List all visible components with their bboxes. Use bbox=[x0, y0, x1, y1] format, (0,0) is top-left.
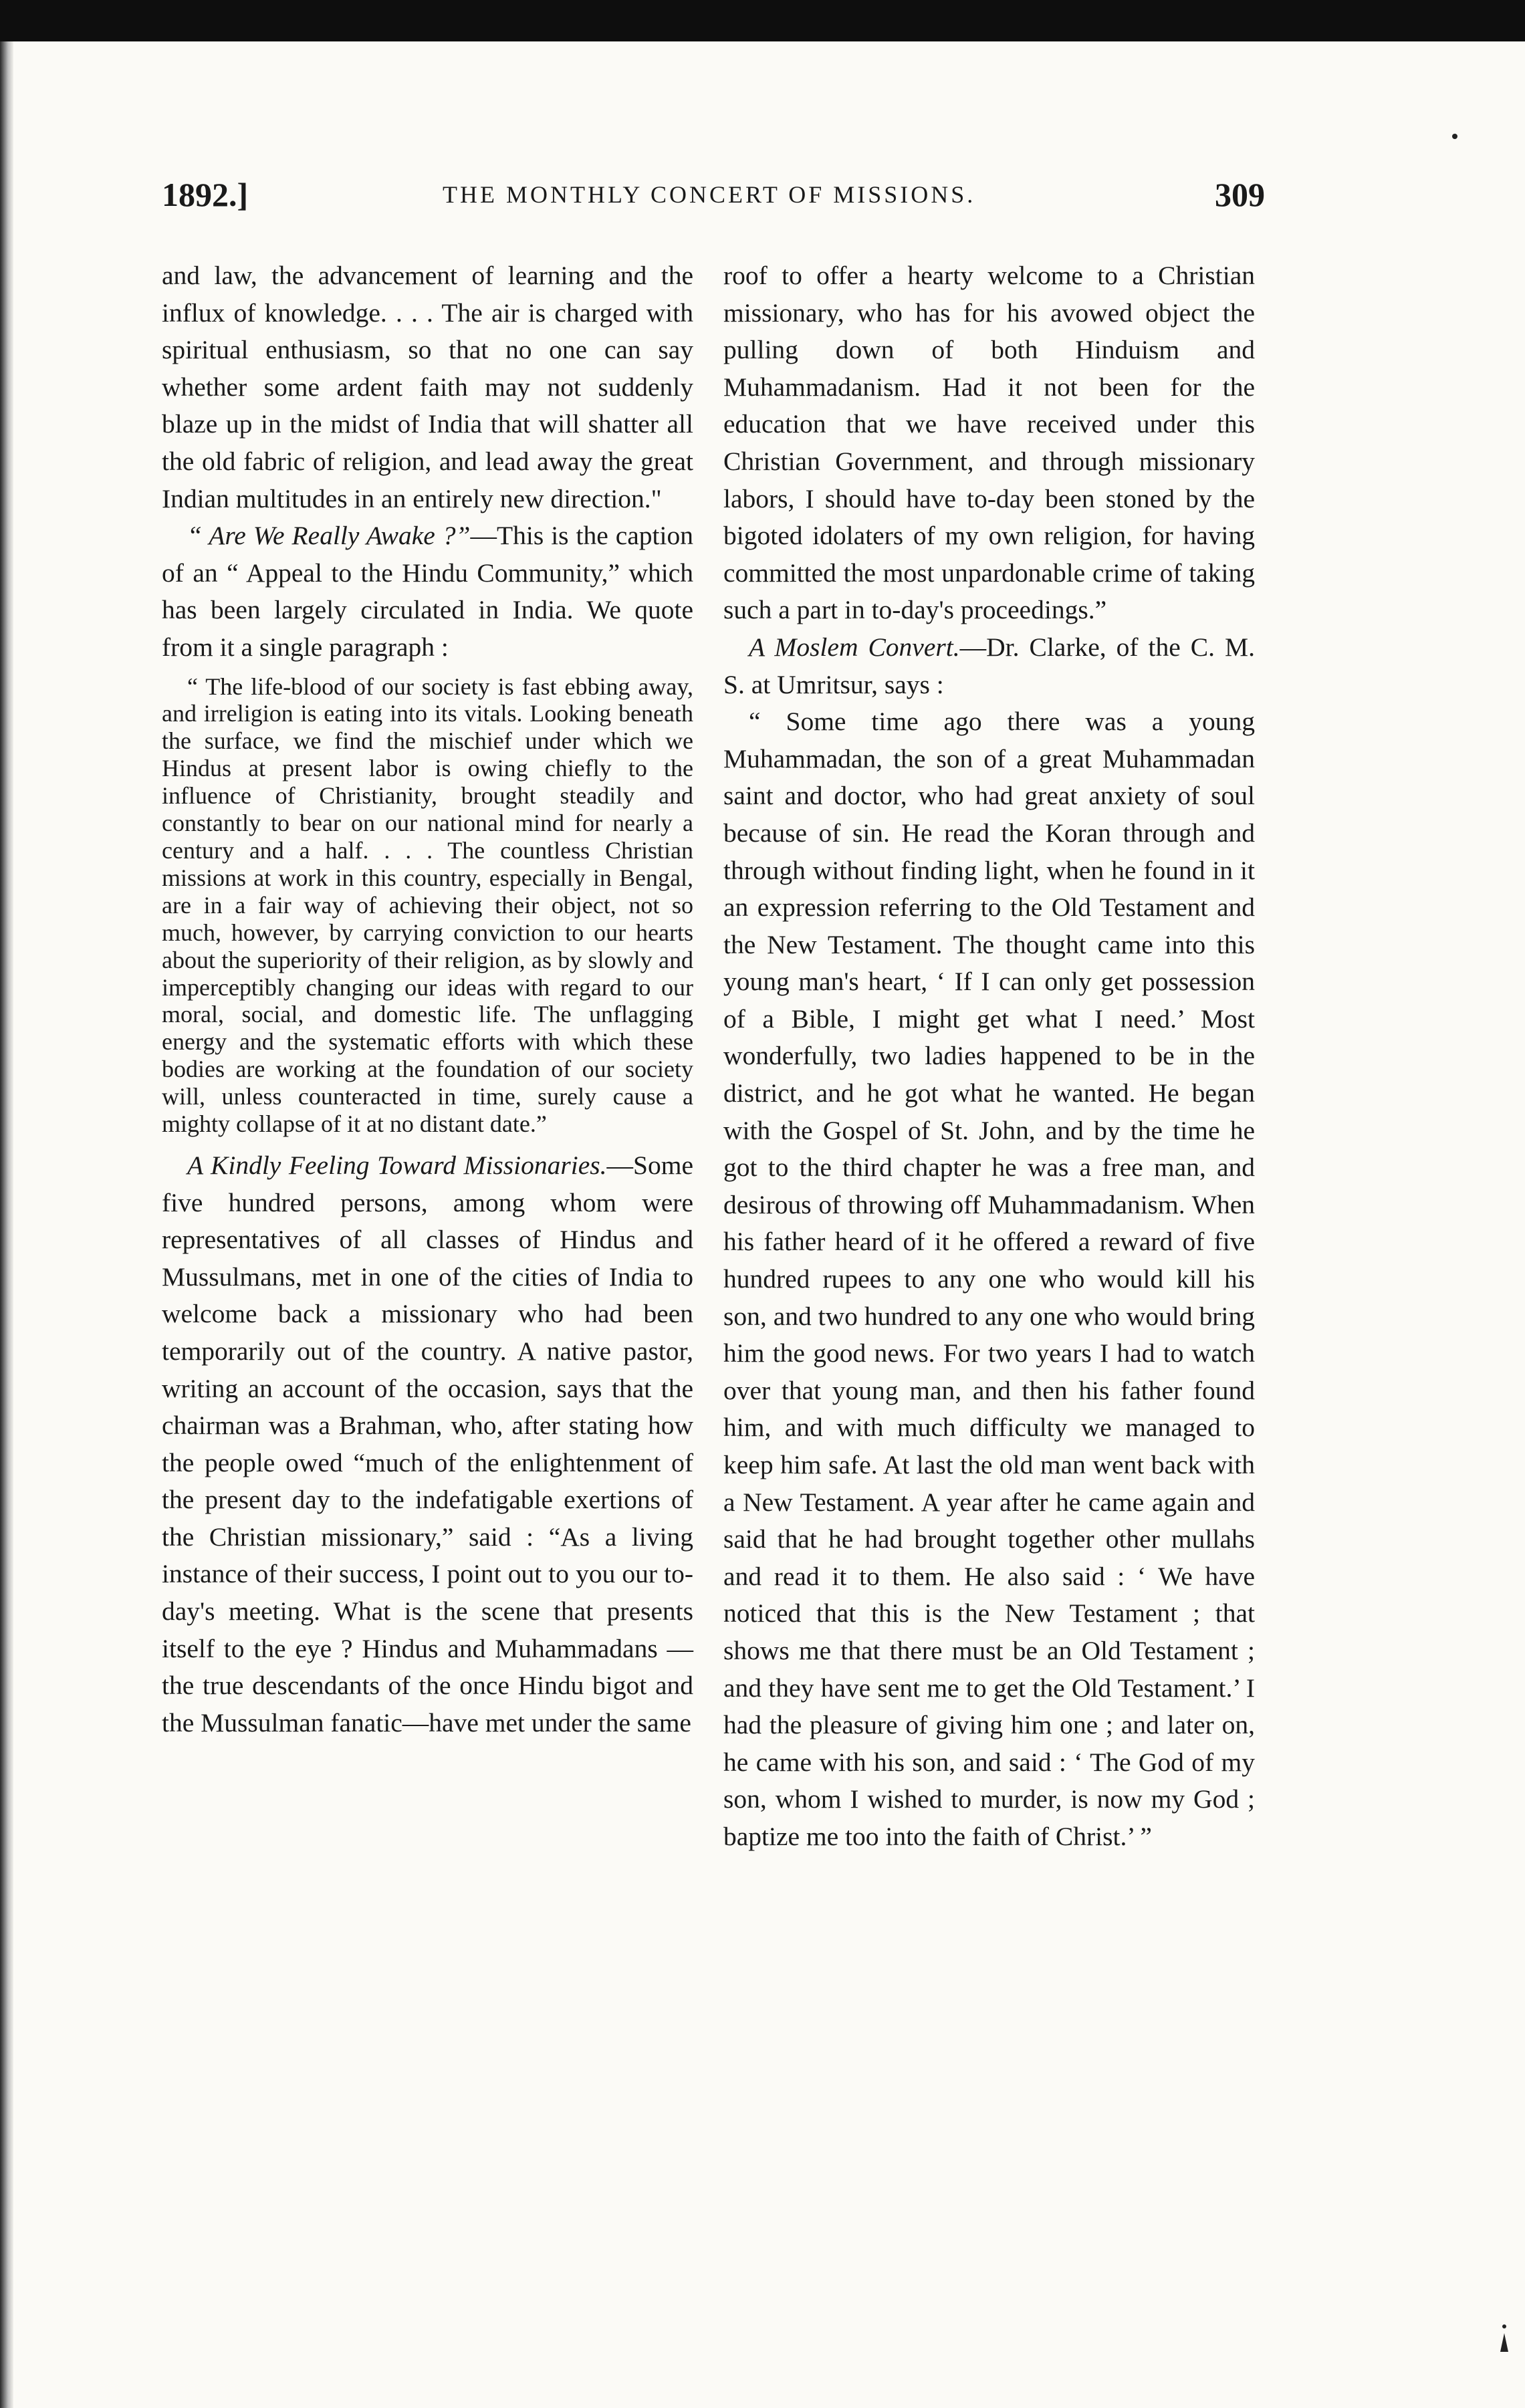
section-heading: A Kindly Feeling Toward Missionaries. bbox=[187, 1150, 607, 1180]
paragraph-text: —Dr. Clarke, of the C. M. S. at Umritsur, says : bbox=[723, 632, 1256, 699]
block-quote: “ The life-blood of our society is fast ebbing away, and irreligion is eating into its vitals. Looking beneath the surface, we find the mischief under which we Hindus at present labor is owing chiefly to the influence of Christianity, brought steadily and constantly to bear on our national mind for nearly a century and a half. . . . The countless Christian missions at work in this country, especially in Bengal, are in a fair way of achieving their object, not so much, however, by carrying conviction to our hearts about the superiority of their religion, as by slowly and imperceptibly changing our ideas with regard to our moral, social, and domestic life. The unflagging energy and the systematic efforts with which these bodies are working at the foundation of our society will, unless counteracted in time, surely cause a mighty collapse of it at no distant date.” bbox=[162, 673, 693, 1138]
paragraph bbox=[162, 517, 693, 666]
header-year: 1892.] bbox=[162, 176, 249, 213]
right-column bbox=[723, 257, 1255, 1856]
section-heading: “ Are We Really Awake ?” bbox=[187, 521, 471, 551]
header-title: THE MONTHLY CONCERT OF MISSIONS. bbox=[443, 181, 976, 208]
paragraph: roof to offer a hearty welcome to a Christian missionary, who has for his avowed object the pulling down of both Hinduism and Muhammadanism. Had it not been for the education that we have received under this Christian Government, and through missionary labors, I should have to-day been stoned by the bigoted idolaters of my own religion, for having committed the most unpardonable crime of taking such a part in to-day's proceedings.” bbox=[723, 261, 1255, 625]
scan-top-border bbox=[0, 0, 1525, 41]
left-column bbox=[162, 257, 693, 1741]
paragraph: and law, the advancement of learning and the influx of knowledge. . . . The air is charged with spiritual enthusiasm, so that no one can say whether some ardent faith may not suddenly blaze up in the midst of India that will shatter all the old fabric of religion, and lead away the great Indian multitudes in an entirely new direction." bbox=[162, 261, 693, 513]
paragraph bbox=[162, 1147, 693, 1742]
page-header bbox=[162, 175, 1265, 229]
paragraph-text: —Some five hundred persons, among whom were representatives of all classes of Hindus and Mussulmans, met in one of the cities of India to welcome back a missionary who had been temporarily out of the country. A native pastor, writing an account of the occasion, says that the chairman was a Brahman, who, after stating how the people owed “much of the enlightenment of the present day to the indefatigable exertions of the Christian missionary,” said : “As a living instance of their success, I point out to you our to-day's meeting. What is the scene that presents itself to the eye ? Hindus and Muhammadans — the true descendants of the once Hindu bigot and the Mussulman fanatic—have met under the same bbox=[162, 1150, 693, 1737]
page-number: 309 bbox=[1215, 176, 1265, 213]
page-corner-mark bbox=[1496, 2322, 1511, 2355]
paragraph bbox=[723, 629, 1255, 703]
paragraph: “ Some time ago there was a young Muhammadan, the son of a great Muhammadan saint and doctor, who had great anxiety of soul because of sin. He read the Koran through and through without finding light, when he found in it an expression referring to the Old Testament and the New Testament. The thought came into this young man's heart, ‘ If I can only get possession of a Bible, I might get what I need.’ Most wonderfully, two ladies happened to be in the district, and he got what he wanted. He began with the Gospel of St. John, and by the time he got to the third chapter he was a free man, and desirous of throwing off Muhammadanism. When his father heard of it he offered a reward of five hundred rupees to any one who would kill his son, and two hundred to any one who would bring him the good news. For two years I had to watch over that young man, and then his father found him, and with much difficulty we managed to keep him safe. At last the old man went back with a New Testament. A year after he came again and said that he had brought together other mullahs and read it to them. He also said : ‘ We have noticed that this is the New Testament ; that shows me that there must be an Old Testament ; and they have sent me to get the Old Testament.’ I had the pleasure of giving him one ; and later on, he came with his son, and said : ‘ The God of my son, whom I wished to murder, is now my God ; baptize me too into the faith of Christ.’ ” bbox=[723, 707, 1255, 1851]
paragraph-text: —This is the caption of an “ Appeal to the Hindu Community,” which has been largely circulated in India. We quote from it a single paragraph : bbox=[162, 521, 694, 662]
scan-left-edge bbox=[0, 41, 13, 2408]
section-heading: A Moslem Convert. bbox=[749, 632, 960, 662]
speck-mark bbox=[1452, 134, 1457, 139]
